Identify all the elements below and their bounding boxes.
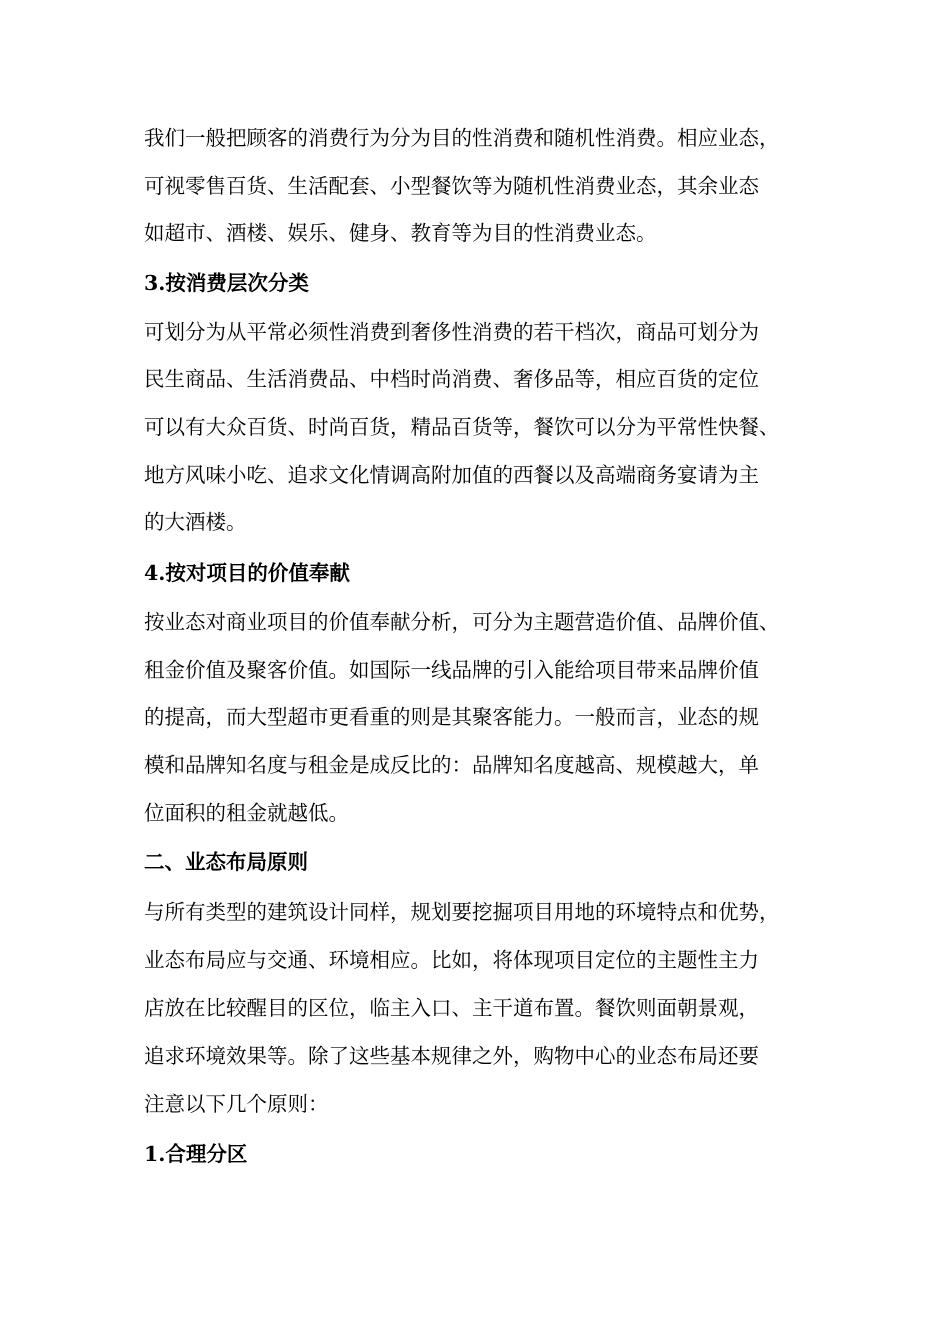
paragraph-2-line-3: 可以有大众百货、时尚百货，精品百货等，餐饮可以分为平常性快餐、 <box>144 415 780 439</box>
heading-consumption-level: 3.按消费层次分类 <box>144 271 309 295</box>
paragraph-2-line-1: 可划分为从平常必须性消费到奢侈性消费的若干档次，商品可划分为 <box>144 320 759 344</box>
paragraph-4-line-2: 业态布局应与交通、环境相应。比如，将体现项目定位的主题性主力 <box>144 948 759 972</box>
paragraph-2-line-4: 地方风味小吃、追求文化情调高附加值的西餐以及高端商务宴请为主 <box>144 463 759 487</box>
paragraph-3-line-3: 的提高，而大型超市更看重的则是其聚客能力。一般而言，业态的规 <box>144 705 759 729</box>
paragraph-4-line-3: 店放在比较醒目的区位，临主入口、主干道布置。餐饮则面朝景观， <box>144 996 759 1020</box>
heading-value-contribution: 4.按对项目的价值奉献 <box>144 561 350 585</box>
paragraph-1-line-3: 如超市、酒楼、娱乐、健身、教育等为目的性消费业态。 <box>144 221 657 245</box>
paragraph-4-line-4: 追求环境效果等。除了这些基本规律之外，购物中心的业态布局还要 <box>144 1044 759 1068</box>
heading-reasonable-zoning: 1.合理分区 <box>144 1142 248 1166</box>
paragraph-2-line-2: 民生商品、生活消费品、中档时尚消费、奢侈品等，相应百货的定位 <box>144 367 759 391</box>
paragraph-1-line-1: 我们一般把顾客的消费行为分为目的性消费和随机性消费。相应业态， <box>144 126 780 150</box>
paragraph-4-line-5: 注意以下几个原则： <box>144 1092 329 1116</box>
paragraph-4-line-1: 与所有类型的建筑设计同样，规划要挖掘项目用地的环境特点和优势， <box>144 900 780 924</box>
paragraph-3-line-5: 位面积的租金就越低。 <box>144 801 349 825</box>
paragraph-3-line-1: 按业态对商业项目的价值奉献分析，可分为主题营造价值、品牌价值、 <box>144 610 780 634</box>
paragraph-2-line-5: 的大酒楼。 <box>144 510 247 534</box>
section-heading-layout-principles: 二、业态布局原则 <box>144 850 308 874</box>
paragraph-1-line-2: 可视零售百货、生活配套、小型餐饮等为随机性消费业态，其余业态 <box>144 174 759 198</box>
paragraph-3-line-4: 模和品牌知名度与租金是成反比的：品牌知名度越高、规模越大，单 <box>144 753 759 777</box>
paragraph-3-line-2: 租金价值及聚客价值。如国际一线品牌的引入能给项目带来品牌价值 <box>144 658 759 682</box>
